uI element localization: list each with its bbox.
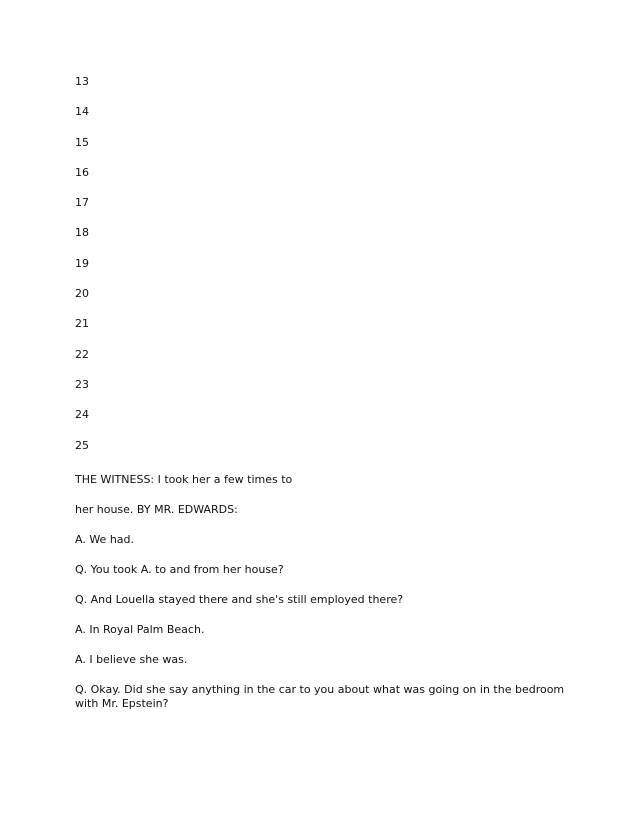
- line-number: 25: [75, 438, 89, 452]
- line-number: 19: [75, 256, 89, 270]
- line-number: 13: [75, 75, 89, 88]
- line-number: 22: [75, 347, 89, 361]
- transcript-paragraph: A. I believe she was.: [75, 653, 188, 666]
- line-number-column: [75, 75, 89, 469]
- line-number: 20: [75, 287, 89, 301]
- transcript-body: [75, 473, 565, 727]
- line-number: 15: [75, 135, 89, 149]
- transcript-paragraph: THE WITNESS: I took her a few times to: [75, 473, 293, 486]
- line-number: 21: [75, 317, 89, 331]
- transcript-paragraph: her house. BY MR. EDWARDS:: [75, 503, 238, 516]
- transcript-paragraph: Q. And Louella stayed there and she's still employed there?: [75, 593, 404, 606]
- line-number: 23: [75, 377, 89, 391]
- line-number: 14: [75, 105, 89, 119]
- line-number: 24: [75, 408, 89, 422]
- transcript-paragraph: A. In Royal Palm Beach.: [75, 623, 205, 636]
- transcript-paragraph: Q. You took A. to and from her house?: [75, 563, 284, 576]
- line-number: 16: [75, 165, 89, 179]
- transcript-paragraph: Q. Okay. Did she say anything in the car to you about what was going on in the bedroom with Mr. Epstein?: [75, 683, 565, 710]
- transcript-paragraph: A. We had.: [75, 533, 135, 546]
- line-number: 18: [75, 226, 89, 240]
- line-number: 17: [75, 196, 89, 210]
